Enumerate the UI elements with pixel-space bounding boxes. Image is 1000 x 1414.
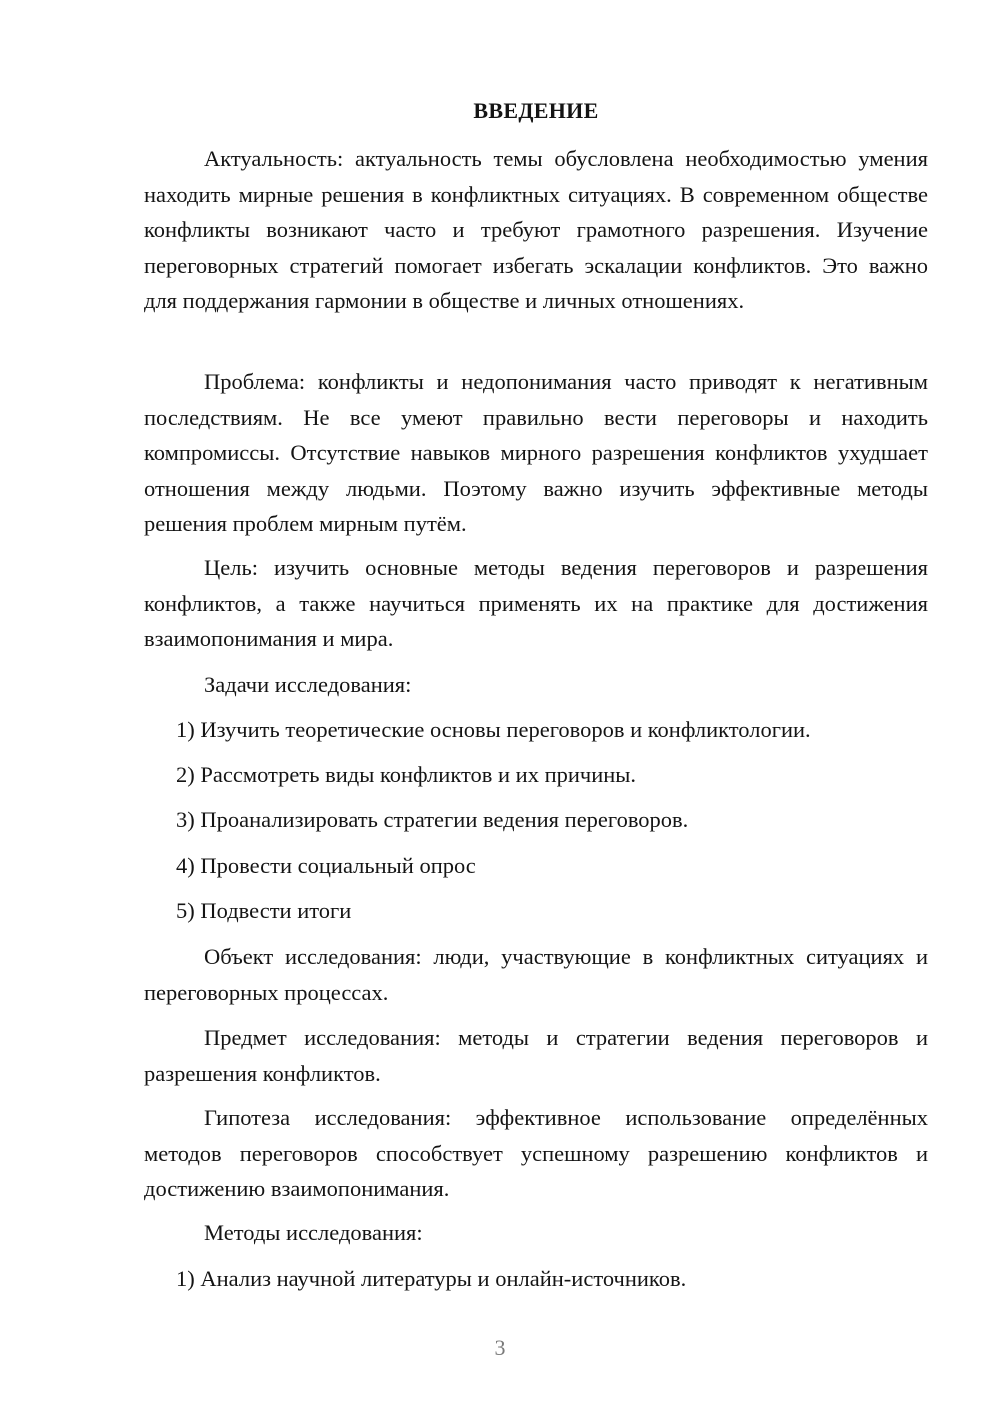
paragraph-object: Объект исследования: люди, участвующие в конфликтных ситуациях и переговорных процессах. [144, 944, 928, 1005]
paragraph-hypothesis: Гипотеза исследования: эффективное использование определённых методов переговоров способствует успешному разрешению конфликтов и достижению взаимопонимания. [144, 1105, 928, 1201]
task-item-3: 3) Проанализировать стратегии ведения переговоров. [176, 807, 689, 832]
methods-heading: Методы исследования: [204, 1220, 423, 1245]
tasks-heading: Задачи исследования: [204, 672, 412, 697]
task-item-1: 1) Изучить теоретические основы переговоров и конфликтологии. [176, 717, 811, 742]
task-item-5: 5) Подвести итоги [176, 898, 352, 923]
method-item-1: 1) Анализ научной литературы и онлайн-источников. [176, 1266, 687, 1291]
task-item-4: 4) Провести социальный опрос [176, 853, 476, 878]
paragraph-subject: Предмет исследования: методы и стратегии ведения переговоров и разрешения конфликтов. [144, 1025, 928, 1086]
task-item-2: 2) Рассмотреть виды конфликтов и их причины. [176, 762, 637, 787]
section-title: ВВЕДЕНИЕ [473, 98, 599, 123]
page-number: 3 [494, 1335, 506, 1360]
paragraph-problem: Проблема: конфликты и недопонимания часто приводят к негативным последствиям. Не все умеют правильно вести переговоры и находить компромиссы. Отсутствие навыков мирного разрешения конфликтов ухудшает отношения между людьми. Поэтому важно изучить эффективные методы решения проблем мирным путём. [144, 369, 928, 536]
paragraph-relevance: Актуальность: актуальность темы обусловлена необходимостью умения находить мирные решения в конфликтных ситуациях. В современном обществе конфликты возникают часто и требуют грамотного разрешения. Изучение переговорных стратегий помогает избегать эскалации конфликтов. Это важно для поддержания гармонии в обществе и личных отношениях. [144, 146, 928, 313]
paragraph-goal: Цель: изучить основные методы ведения переговоров и разрешения конфликтов, а также научиться применять их на практике для достижения взаимопонимания и мира. [144, 555, 928, 651]
